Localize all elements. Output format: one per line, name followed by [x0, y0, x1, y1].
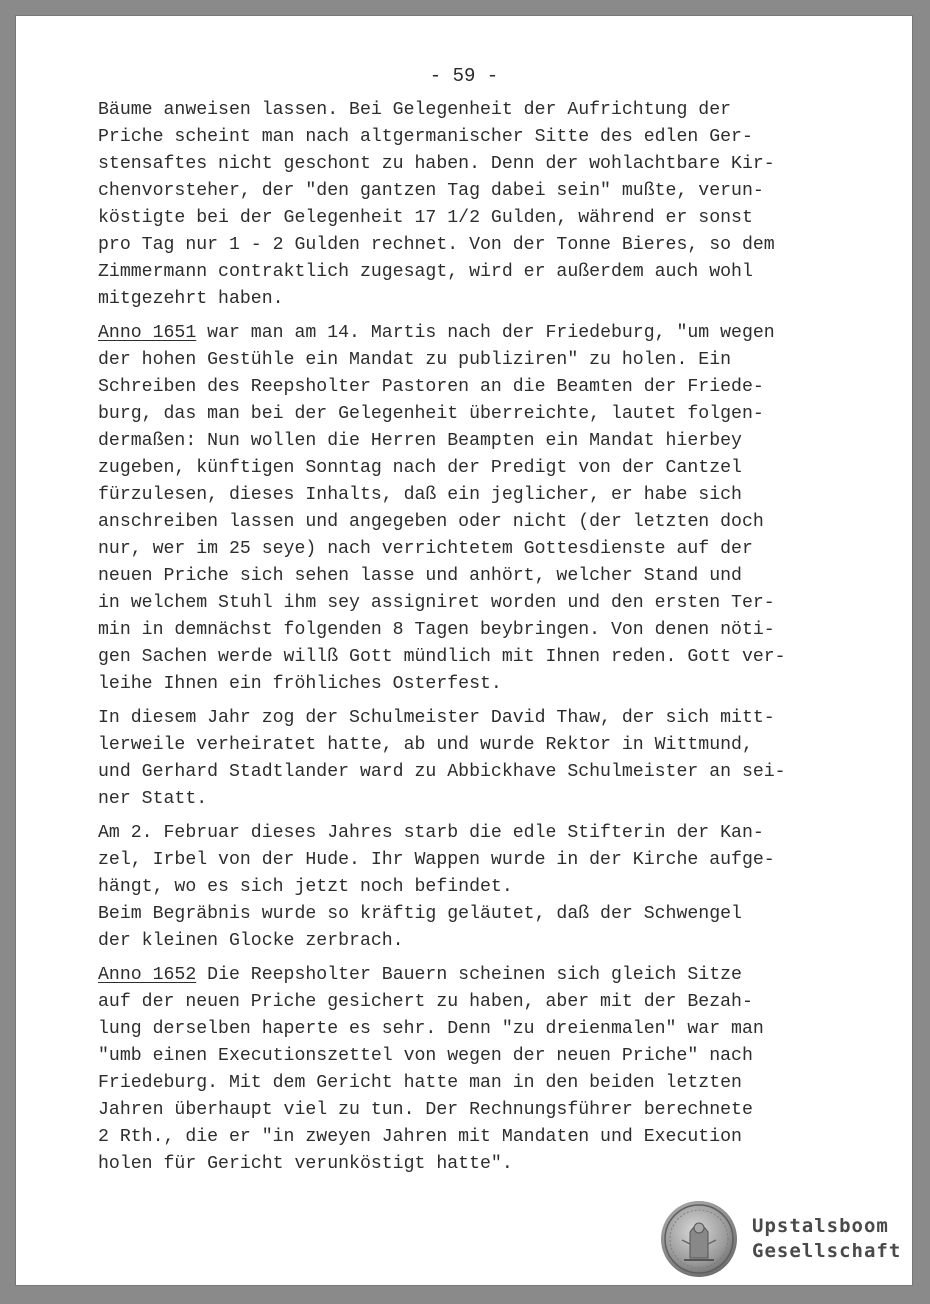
- year-heading: Anno 1652: [98, 965, 197, 985]
- text-line: [98, 732, 818, 759]
- text-line: [98, 617, 818, 644]
- text-line: [98, 928, 818, 955]
- text-line: [98, 759, 818, 786]
- line-text: der kleinen Glocke zerbrach.: [98, 931, 404, 951]
- text-line: [98, 786, 818, 813]
- line-text: gen Sachen werde willß Gott mündlich mit Ihnen reden. Gott ver-: [98, 647, 786, 667]
- line-text: fürzulesen, dieses Inhalts, daß ein jeglicher, er habe sich: [98, 485, 742, 505]
- line-text: burg, das man bei der Gelegenheit überreichte, lautet folgen-: [98, 404, 764, 424]
- line-text: zugeben, künftigen Sonntag nach der Predigt von der Cantzel: [98, 458, 742, 478]
- text-line: [98, 705, 818, 732]
- line-text: Beim Begräbnis wurde so kräftig geläutet, daß der Schwengel: [98, 904, 742, 924]
- line-text: "umb einen Executionszettel von wegen der neuen Priche" nach: [98, 1046, 753, 1066]
- page-number: - 59 -: [429, 65, 499, 87]
- line-text: anschreiben lassen und angegeben oder nicht (der letzten doch: [98, 512, 764, 532]
- line-text: auf der neuen Priche gesichert zu haben, aber mit der Bezah-: [98, 992, 753, 1012]
- text-line: [98, 563, 818, 590]
- line-text: zel, Irbel von der Hude. Ihr Wappen wurde in der Kirche aufge-: [98, 850, 775, 870]
- line-text: stensaftes nicht geschont zu haben. Denn der wohlachtbare Kir-: [98, 154, 775, 174]
- line-text: ner Statt.: [98, 789, 208, 809]
- text-line: [98, 347, 818, 374]
- text-line: [98, 820, 818, 847]
- line-text: köstigte bei der Gelegenheit 17 1/2 Gulden, während er sonst: [98, 208, 753, 228]
- text-line: [98, 1151, 818, 1178]
- line-text: chenvorsteher, der "den gantzen Tag dabei sein" mußte, verun-: [98, 181, 764, 201]
- text-line: [98, 232, 818, 259]
- line-text: In diesem Jahr zog der Schulmeister David Thaw, der sich mitt-: [98, 708, 775, 728]
- text-line: [98, 1124, 818, 1151]
- line-text: Priche scheint man nach altgermanischer Sitte des edlen Ger-: [98, 127, 753, 147]
- line-text: Friedeburg. Mit dem Gericht hatte man in den beiden letzten: [98, 1073, 742, 1093]
- line-text: Schreiben des Reepsholter Pastoren an die Beamten der Friede-: [98, 377, 764, 397]
- logo-line-1: Upstalsboom: [752, 1215, 889, 1237]
- text-line: [98, 901, 818, 928]
- line-text: holen für Gericht verunköstigt hatte".: [98, 1154, 513, 1174]
- text-line: [98, 401, 818, 428]
- line-text: dermaßen: Nun wollen die Herren Beampten ein Mandat hierbey: [98, 431, 742, 451]
- text-line: [98, 847, 818, 874]
- upstalsboom-logo: [660, 1200, 905, 1280]
- text-line: [98, 962, 818, 989]
- line-text: Bäume anweisen lassen. Bei Gelegenheit der Aufrichtung der: [98, 100, 732, 120]
- text-line: [98, 286, 818, 313]
- line-text: Zimmermann contraktlich zugesagt, wird er außerdem auch wohl: [98, 262, 753, 282]
- text-line: [98, 178, 818, 205]
- paragraph: [98, 97, 818, 313]
- text-line: [98, 1097, 818, 1124]
- text-line: [98, 874, 818, 901]
- line-text: Jahren überhaupt viel zu tun. Der Rechnungsführer berechnete: [98, 1100, 753, 1120]
- paragraph: [98, 320, 818, 698]
- line-text: hängt, wo es sich jetzt noch befindet.: [98, 877, 513, 897]
- text-line: [98, 455, 818, 482]
- text-line: [98, 428, 818, 455]
- line-text: Am 2. Februar dieses Jahres starb die edle Stifterin der Kan-: [98, 823, 764, 843]
- line-text: Die Reepsholter Bauern scheinen sich gleich Sitze: [196, 965, 742, 985]
- line-text: mitgezehrt haben.: [98, 289, 284, 309]
- text-line: [98, 536, 818, 563]
- text-line: [98, 482, 818, 509]
- logo-line-2: Gesellschaft: [752, 1240, 902, 1262]
- year-heading: Anno 1651: [98, 323, 197, 343]
- text-line: [98, 320, 818, 347]
- text-line: [98, 1016, 818, 1043]
- line-text: der hohen Gestühle ein Mandat zu publiziren" zu holen. Ein: [98, 350, 732, 370]
- line-text: pro Tag nur 1 - 2 Gulden rechnet. Von der Tonne Bieres, so dem: [98, 235, 775, 255]
- text-line: [98, 205, 818, 232]
- line-text: nur, wer im 25 seye) nach verrichtetem Gottesdienste auf der: [98, 539, 753, 559]
- text-line: [98, 989, 818, 1016]
- text-line: [98, 1043, 818, 1070]
- line-text: lung derselben haperte es sehr. Denn "zu dreienmalen" war man: [98, 1019, 764, 1039]
- paragraph: [98, 962, 818, 1178]
- line-text: 2 Rth., die er "in zweyen Jahren mit Mandaten und Execution: [98, 1127, 742, 1147]
- text-line: [98, 644, 818, 671]
- document-page: [15, 15, 913, 1286]
- line-text: und Gerhard Stadtlander ward zu Abbickhave Schulmeister an sei-: [98, 762, 786, 782]
- line-text: neuen Priche sich sehen lasse und anhört, welcher Stand und: [98, 566, 742, 586]
- text-line: [98, 151, 818, 178]
- line-text: leihe Ihnen ein fröhliches Osterfest.: [98, 674, 502, 694]
- line-text: in welchem Stuhl ihm sey assigniret worden und den ersten Ter-: [98, 593, 775, 613]
- seal-icon: [660, 1200, 738, 1278]
- text-line: [98, 124, 818, 151]
- text-line: [98, 259, 818, 286]
- text-line: [98, 97, 818, 124]
- paragraph: [98, 705, 818, 813]
- text-line: [98, 1070, 818, 1097]
- line-text: war man am 14. Martis nach der Friedeburg, "um wegen: [196, 323, 775, 343]
- document-body: [98, 97, 818, 1185]
- text-line: [98, 509, 818, 536]
- text-line: [98, 590, 818, 617]
- line-text: lerweile verheiratet hatte, ab und wurde Rektor in Wittmund,: [98, 735, 753, 755]
- text-line: [98, 374, 818, 401]
- line-text: min in demnächst folgenden 8 Tagen beybringen. Von denen nöti-: [98, 620, 775, 640]
- paragraph: [98, 820, 818, 955]
- text-line: [98, 671, 818, 698]
